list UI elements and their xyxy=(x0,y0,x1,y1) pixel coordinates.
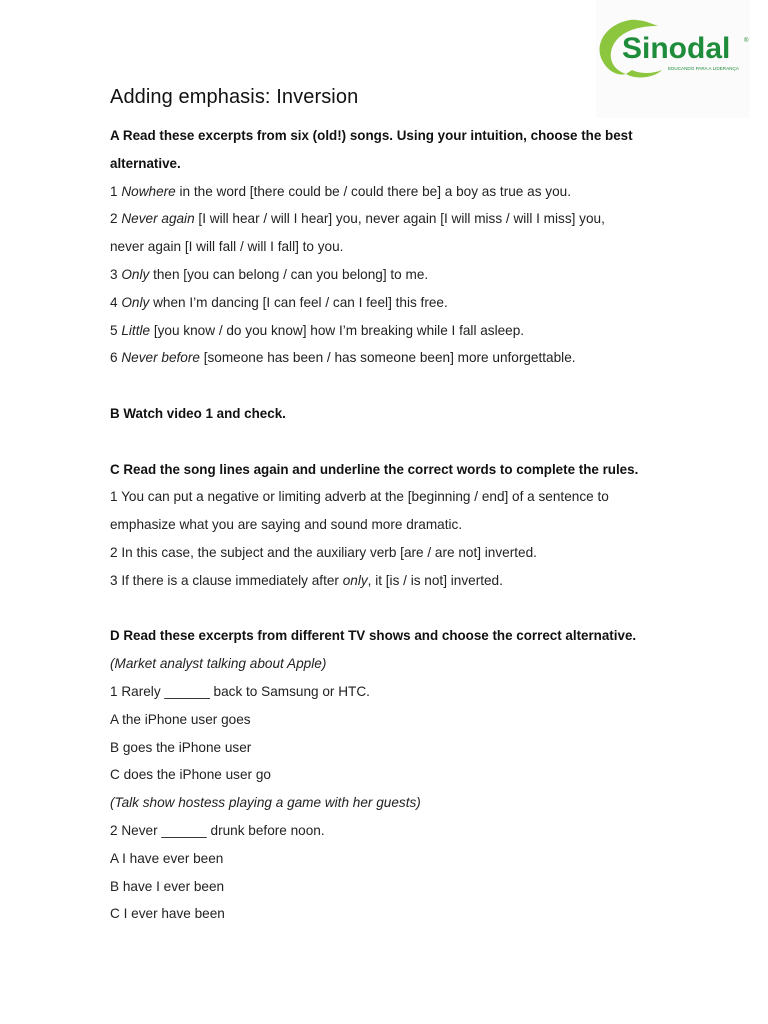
song-excerpt-2-continued: never again [I will fall / will I fall] to you. xyxy=(110,239,344,255)
question-1: 1 Rarely ______ back to Samsung or HTC. xyxy=(110,683,370,699)
context-2: (Talk show hostess playing a game with her guests) xyxy=(110,795,421,811)
question-2-option-c: C I ever have been xyxy=(110,906,225,922)
question-1-option-a: A the iPhone user goes xyxy=(110,711,251,727)
logo-tagline: EDUCANDO PARA A LIDERANÇA xyxy=(668,66,739,71)
section-c-heading: C Read the song lines again and underline the correct words to complete the rules. xyxy=(110,461,639,477)
section-b-heading: B Watch video 1 and check. xyxy=(110,405,286,421)
question-2-option-b: B have I ever been xyxy=(110,878,225,894)
sinodal-logo xyxy=(596,0,750,118)
section-d-heading: D Read these excerpts from different TV shows and choose the correct alternative. xyxy=(110,628,637,644)
song-excerpt-1: 1 Nowhere in the word [there could be / could there be] a boy as true as you. xyxy=(110,183,571,199)
song-excerpt-2: 2 Never again [I will hear / will I hear] you, never again [I will miss / will I miss] you, xyxy=(110,211,605,227)
spacer xyxy=(110,428,670,456)
song-excerpt-6: 6 Never before [someone has been / has someone been] more unforgettable. xyxy=(110,350,576,366)
rule-1-line2: emphasize what you are saying and sound more dramatic. xyxy=(110,517,463,533)
question-2-option-a: A I have ever been xyxy=(110,850,224,866)
question-1-option-c: C does the iPhone user go xyxy=(110,767,271,783)
song-excerpt-3: 3 Only then [you can belong / can you belong] to me. xyxy=(110,266,429,282)
worksheet-content xyxy=(110,122,670,928)
question-1-option-b: B goes the iPhone user xyxy=(110,739,252,755)
context-1: (Market analyst talking about Apple) xyxy=(110,656,327,672)
question-2: 2 Never ______ drunk before noon. xyxy=(110,822,325,838)
section-a-heading-line1: A Read these excerpts from six (old!) songs. Using your intuition, choose the best xyxy=(110,128,633,143)
song-excerpt-4: 4 Only when I’m dancing [I can feel / can I feel] this free. xyxy=(110,294,448,310)
logo-registered-mark: ® xyxy=(744,38,749,44)
rule-2: 2 In this case, the subject and the auxiliary verb [are / are not] inverted. xyxy=(110,544,537,560)
sinodal-logo-graphic xyxy=(596,0,750,118)
page-title: Adding emphasis: Inversion xyxy=(110,86,359,108)
song-excerpt-5: 5 Little [you know / do you know] how I’m breaking while I fall asleep. xyxy=(110,322,525,338)
logo-brand-text: Sinodal xyxy=(622,32,731,65)
section-a-heading-line2: alternative. xyxy=(110,155,181,171)
spacer xyxy=(110,595,670,623)
rule-1-line1: 1 You can put a negative or limiting adverb at the [beginning / end] of a sentence to xyxy=(110,489,609,505)
rule-3: 3 If there is a clause immediately after only, it [is / is not] inverted. xyxy=(110,572,503,588)
spacer xyxy=(110,372,670,400)
